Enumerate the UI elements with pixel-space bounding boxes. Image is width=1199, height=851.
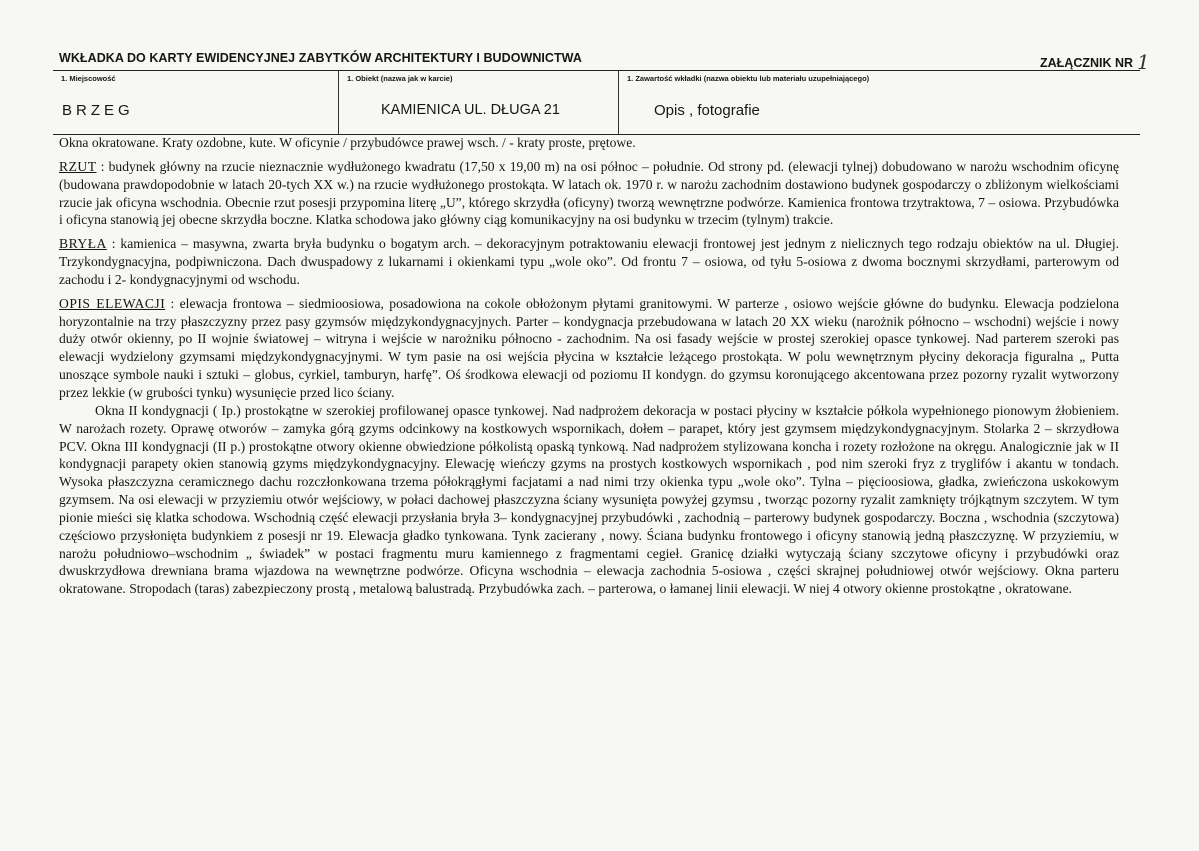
contents-label: 1. Zawartość wkładki (nazwa obiektu lub materiału uzupełniającego) bbox=[627, 74, 870, 83]
contents-value: Opis , fotografie bbox=[654, 102, 760, 119]
plan-text: : budynek główny na rzucie nieznacznie wydłużonego kwadratu (17,50 x 19,00 m) na osi północ – południe. Od strony pd. (elewacji tylnej) dobudowano w narożu wschodnim oficynę (budowana prawdopodobnie w latach 20-tych XX w.) na rzucie wydłużonego prostokąta. W latach ok. 1970 r. w narożu zachodnim dostawiono budynek gospodarczy o zbliżonym wielkościami rzucie jak oficyna wschodnia. Obecnie rzut posesji przypomina literę „U”, którego skrzydła (oficyny) tworzą wewnętrzne podwórze. Kamienica frontowa trzytraktowa, 7 – osiowa. Przybudówka i oficyna stanowią jej obecne skrzydła boczne. Klatka schodowa jako główny ciąg komunikacyjny na osi budynku w trzecim (tylnym) trakcie. bbox=[59, 158, 1119, 228]
annex-number-handwritten: 1 bbox=[1137, 50, 1150, 74]
header-fields-table bbox=[53, 70, 1140, 135]
elevation-heading: OPIS ELEWACJI bbox=[59, 295, 166, 311]
elevation-text: : elewacja frontowa – siedmioosiowa, posadowiona na cokole obłożonym płytami granitowymi. W parterze , osiowo wejście główne do budynku. Elewacja podzielona horyzontalnie na trzy płaszczyzny przez pasy gzymsów międzykondygnacyjnych. Parter – kondygnacja przebudowana w latach 20 XX wieku (narożnik północno – wschodni) wejście i nowy duży otwór okienny, po II wojnie światowej – witryna i wejście w narożniku północno - zachodnim. Na osi fasady wejście w prostej szerokiej opasce tynkowej. Nad parterem szeroki pas elewacji wydzielony gzymsami międzykondygnacyjnymi. W tym pasie na osi wejścia płycina w kształcie leżącego prostokąta. W polu wewnętrznym płyciny dekoracja figuralna „ Putta unoszące symbole nauki i sztuki – globus, cyrkiel, tamburyn, harfę”. Oś środkowa elewacji od poziomu II kondygn. do gzymsu koronującego akcentowana przez pozorny ryzalit wytworzony przez lekkie (w grubości tynku) wysunięcie przed lico ściany. bbox=[59, 295, 1119, 400]
elevation-continued-text: Okna II kondygnacji ( Ip.) prostokątne w szerokiej profilowanej opasce tynkowej. Nad nadprożem dekoracja w postaci płyciny w kształcie półkola wypełnionego pionowym żłobieniem. W narożach rozety. Oprawę otworów – zamyka górą gzyms odcinkowy na kostkowych wspornikach, dołem – parapet, który jest gzymsem międzykondygnacyjnym. Stolarka 2 – skrzydłowa PCV. Okna III kondygnacji (II p.) prostokątne otwory okienne obwiedzione półkolistą opaską tynkową. Nad nadprożem stylizowana koncha i rozety rozłożone na okręgu. Analogicznie jak w II kondygnacji parapety okien stanowią gzyms międzykondygnacyjny. Elewację wieńczy gzyms na prostych kostkowych wspornikach , pod nim szeroki fryz z tryglifów i akantu w tondach. Wysoka płaszczyzna ceramicznego dachu rozczłonkowana trzema półokrągłymi facjatami a nad nimi trzy okienka typu „wole oko”. Tylna – pięcioosiowa, gładka, zwieńczona uskokowym gzymsem. Na osi elewacji w przyziemiu otwór wejściowy, w połaci dachowej płaszczyzna ściany wysunięta powyżej gzymsu , tworząc pozorny ryzalit zamknięty trójkątnym szczytem. W tym pionie mieści się klatka schodowa. Wschodnią część elewacji przysłania bryła 3– kondygnacyjnej przybudówki , zachodnią – parterowy budynek gospodarczy. Boczna , wschodnia (szczytowa) częściowo przysłonięta budynkiem z posesji nr 19. Elewacja gładko tynkowana. Tynk zacierany , nowy. Ściana budynku frontowego i oficyny stanowią jedną płaszczyznę. W przyziemiu, w narożu południowo–wschodnim „ świadek” w postaci fragmentu muru kamiennego z fragmentami cegieł. Granicę działki wytyczają ściany szczytowe oficyny i przybudówki oraz dwuskrzydłowa drewniana brama wjazdowa na wewnętrzne podwórze. Oficyna wschodnia – elewacja zachodnia 5-osiowa , części skrajnej południowej otwór wejściowy. Okna parteru okratowane. Stropodach (taras) zabezpieczony prostą , metalową balustradą. Przybudówka zach. – parterowa, o łamanej linii elewacji. W niej 4 otwory okienne prostokątne , okratowane. bbox=[59, 402, 1119, 597]
contents-cell bbox=[618, 71, 1141, 134]
object-cell bbox=[338, 71, 619, 134]
massing-text: : kamienica – masywna, zwarta bryła budynku o bogatym arch. – dekoracyjnym potraktowaniu elewacji frontowej jest jednym z nielicznych tego rodzaju obiektów na ul. Długiej. Trzykondygnacyjna, podpiwniczona. Dach dwuspadowy z lukarnami i okienkami typu „wole oko”. Od frontu 7 – osiowa, od tyłu 5-osiowa z dwoma bocznymi skrzydłami, parterowym od zachodu i 2- kondygnacyjnymi od wschodu. bbox=[59, 236, 1119, 287]
form-title: WKŁADKA DO KARTY EWIDENCYJNEJ ZABYTKÓW ARCHITEKTURY I BUDOWNICTWA bbox=[59, 51, 582, 65]
elevation-paragraph bbox=[59, 295, 1119, 402]
windows-text: Okna okratowane. Kraty ozdobne, kute. W oficynie / przybudówce prawej wsch. / - kraty proste, prętowe. bbox=[59, 135, 636, 150]
massing-paragraph bbox=[59, 235, 1119, 289]
plan-heading: RZUT bbox=[59, 158, 97, 174]
annex-label-text: ZAŁĄCZNIK NR bbox=[1040, 56, 1134, 70]
locality-cell bbox=[53, 71, 338, 134]
massing-heading: BRYŁA bbox=[59, 236, 107, 252]
plan-paragraph bbox=[59, 158, 1119, 229]
object-value: KAMIENICA UL. DŁUGA 21 bbox=[381, 102, 560, 118]
description-body bbox=[59, 134, 1119, 598]
elevation-continued-paragraph bbox=[59, 402, 1119, 598]
locality-value: BRZEG bbox=[62, 102, 134, 119]
locality-label: 1. Miejscowość bbox=[61, 74, 116, 83]
windows-paragraph bbox=[59, 134, 1119, 152]
annex-label bbox=[1040, 48, 1150, 72]
object-label: 1. Obiekt (nazwa jak w karcie) bbox=[347, 74, 453, 83]
